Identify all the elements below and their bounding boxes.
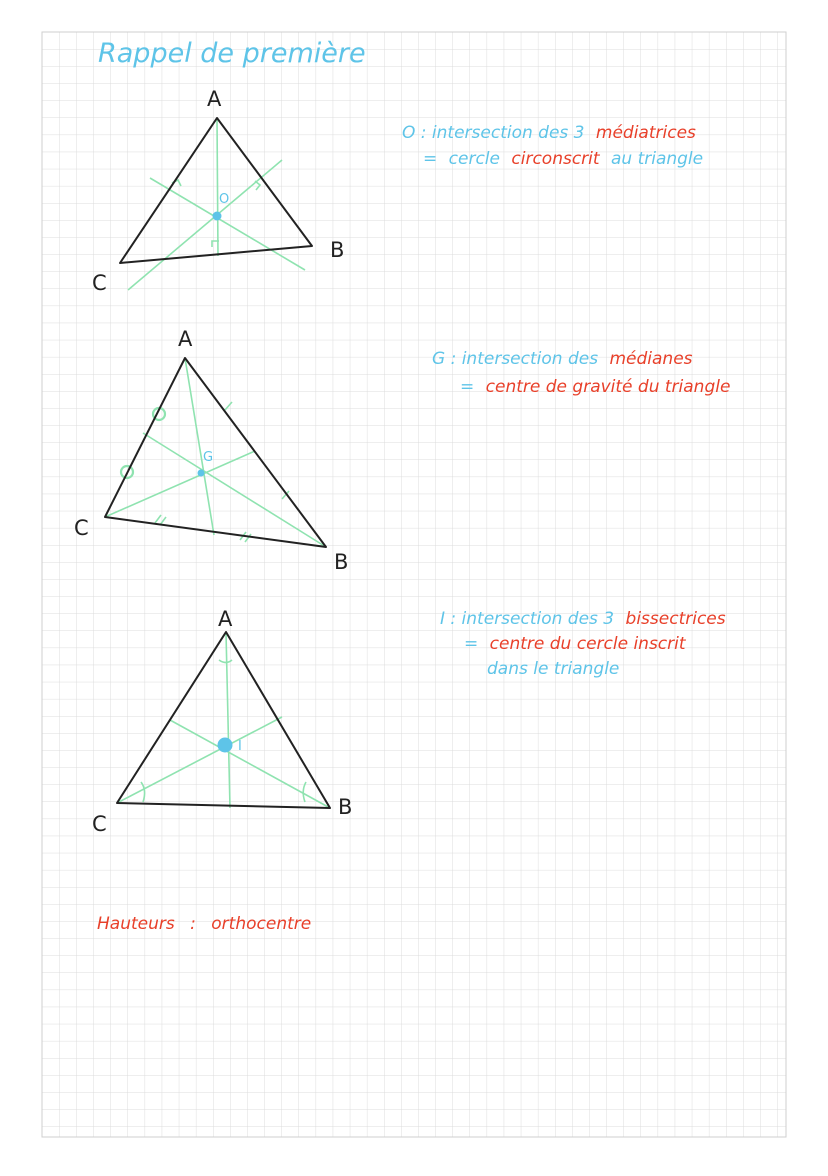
vertex-c-label: C (74, 516, 89, 540)
vertex-a-label: A (207, 87, 222, 111)
incenter-definition-line1: I : intersection des 3 bissectrices (440, 609, 726, 629)
page-title: Rappel de première (98, 38, 366, 69)
centroid-definition-line2: = centre de gravité du triangle (460, 377, 731, 397)
perpendicular-bisector-cb (217, 118, 218, 256)
point-g-label: G (203, 450, 214, 465)
vertex-a-label: A (178, 327, 193, 351)
incenter-definition-line3: dans le triangle (487, 659, 620, 679)
centroid-definition-line1: G : intersection des médianes (432, 349, 693, 369)
incenter-definition-line2: = centre du cercle inscrit (464, 634, 686, 654)
point-o-dot (213, 212, 222, 221)
point-o-label: O (219, 192, 230, 207)
grid-paper (42, 32, 786, 1137)
circumcenter-definition-line1: O : intersection des 3 médiatrices (402, 123, 696, 143)
vertex-a-label: A (218, 607, 233, 631)
vertex-c-label: C (92, 271, 107, 295)
vertex-b-label: B (334, 550, 349, 574)
point-i-label: I (238, 739, 242, 754)
point-i-dot (218, 738, 233, 753)
circumcenter-definition-line2: = cercle circonscrit au triangle (423, 149, 704, 169)
vertex-b-label: B (330, 238, 345, 262)
point-g-dot (198, 470, 205, 477)
heights-note: Hauteurs : orthocentre (97, 914, 312, 934)
vertex-b-label: B (338, 795, 353, 819)
vertex-c-label: C (92, 812, 107, 836)
